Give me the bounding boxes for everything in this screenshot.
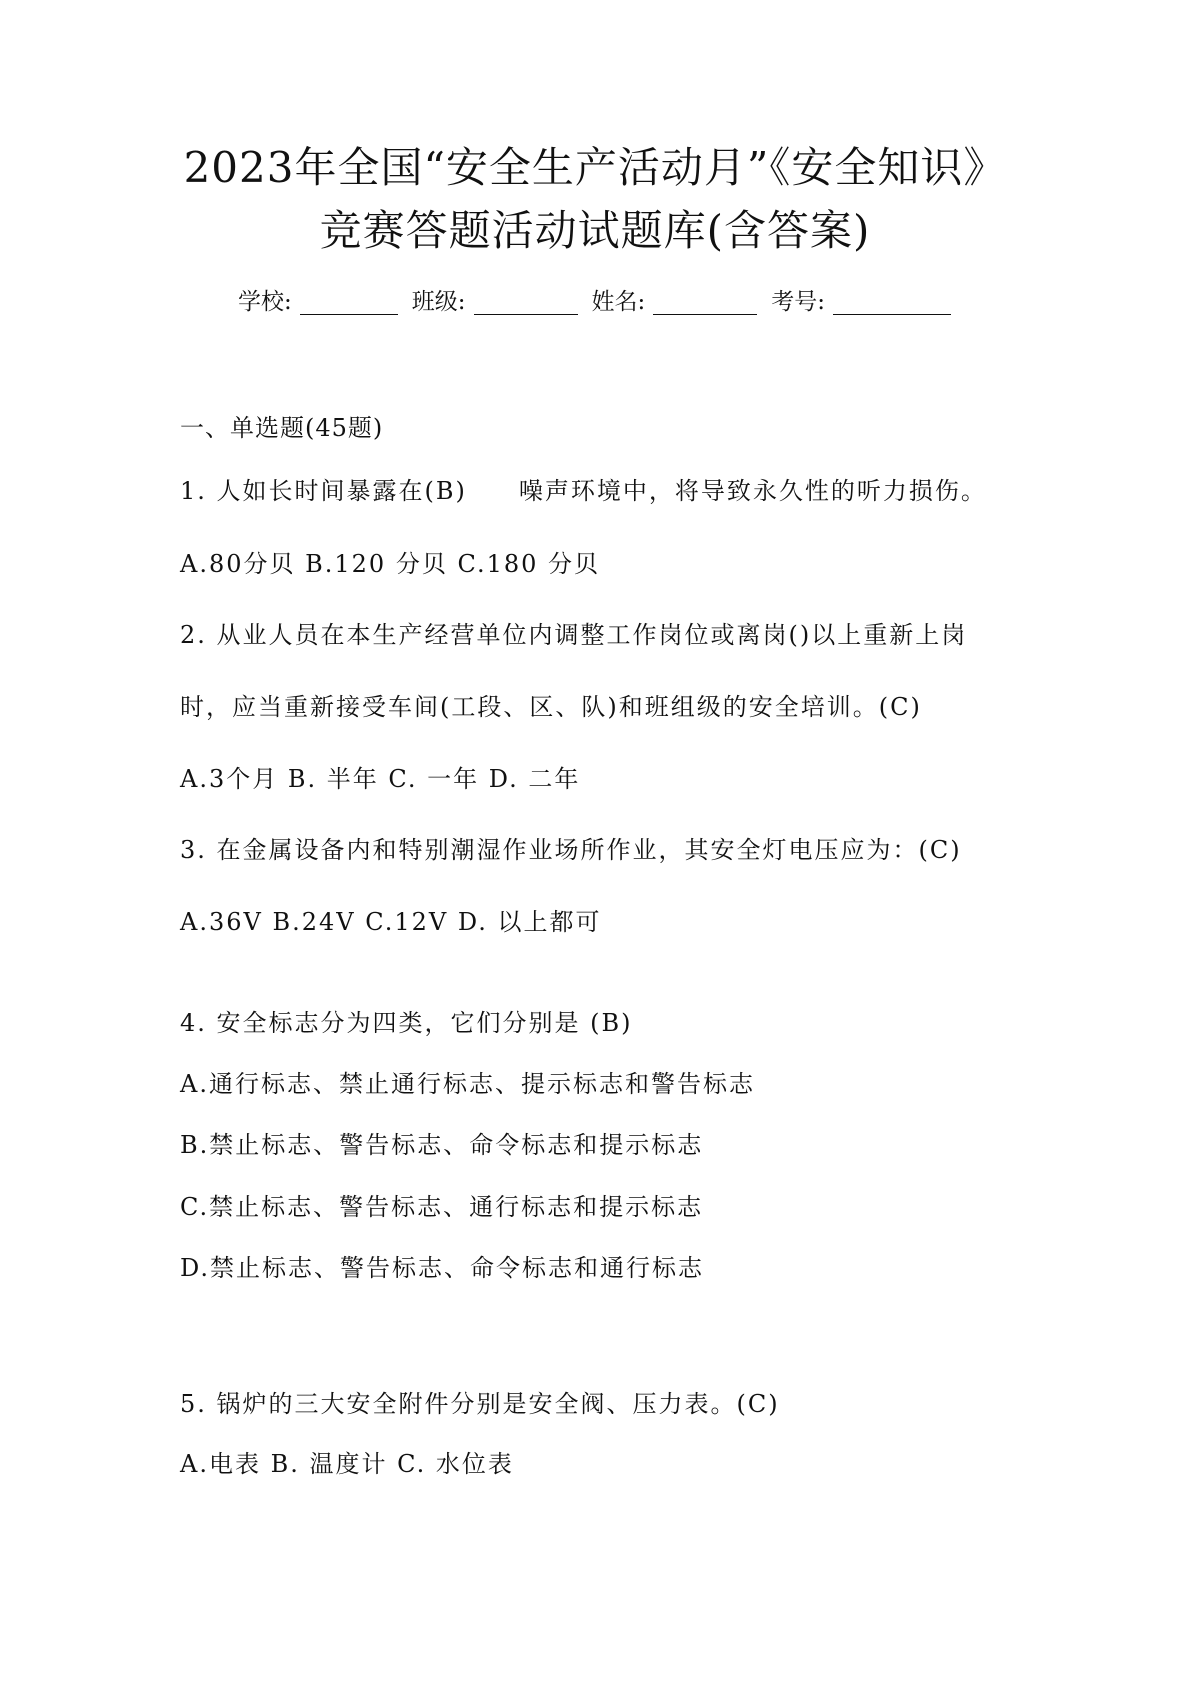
- class-blank: [474, 288, 578, 315]
- question-4-option-c: C.禁止标志、警告标志、通行标志和提示标志: [180, 1193, 704, 1221]
- document-title-line-2: 竞赛答题活动试题库(含答案): [319, 206, 871, 255]
- student-info-row: [238, 283, 951, 316]
- question-5-options: A.电表 B. 温度计 C. 水位表: [180, 1450, 514, 1478]
- question-4: 4. 安全标志分为四类，它们分别是 (B): [180, 1009, 633, 1037]
- document-title-line-1: 2023年全国“安全生产活动月”《安全知识》: [183, 143, 1007, 192]
- name-label: 姓名:: [591, 289, 646, 315]
- question-2-options: A.3个月 B. 半年 C. 一年 D. 二年: [180, 765, 581, 793]
- question-1-options: A.80分贝 B.120 分贝 C.180 分贝: [180, 550, 601, 578]
- question-3: 3. 在金属设备内和特别潮湿作业场所作业，其安全灯电压应为：(C): [180, 836, 962, 864]
- name-blank: [653, 288, 757, 315]
- question-1: 1. 人如长时间暴露在(B) 噪声环境中，将导致永久性的听力损伤。: [180, 477, 987, 505]
- school-blank: [300, 288, 398, 315]
- school-label: 学校:: [238, 289, 292, 315]
- exam-number-label: 考号:: [771, 289, 825, 315]
- question-4-option-d: D.禁止标志、警告标志、命令标志和通行标志: [180, 1254, 705, 1282]
- class-label: 班级:: [411, 289, 466, 315]
- exam-number-blank: [833, 288, 951, 315]
- question-3-options: A.36V B.24V C.12V D. 以上都可: [180, 908, 602, 936]
- question-2-line-1: 2. 从业人员在本生产经营单位内调整工作岗位或离岗()以上重新上岗: [180, 621, 968, 649]
- section-heading: 一、单选题(45题): [180, 414, 384, 442]
- question-4-option-b: B.禁止标志、警告标志、命令标志和提示标志: [180, 1131, 704, 1159]
- question-5: 5. 锅炉的三大安全附件分别是安全阀、压力表。(C): [180, 1390, 780, 1418]
- question-4-option-a: A.通行标志、禁止通行标志、提示标志和警告标志: [180, 1070, 755, 1098]
- question-2-line-2: 时，应当重新接受车间(工段、区、队)和班组级的安全培训。(C): [180, 693, 922, 721]
